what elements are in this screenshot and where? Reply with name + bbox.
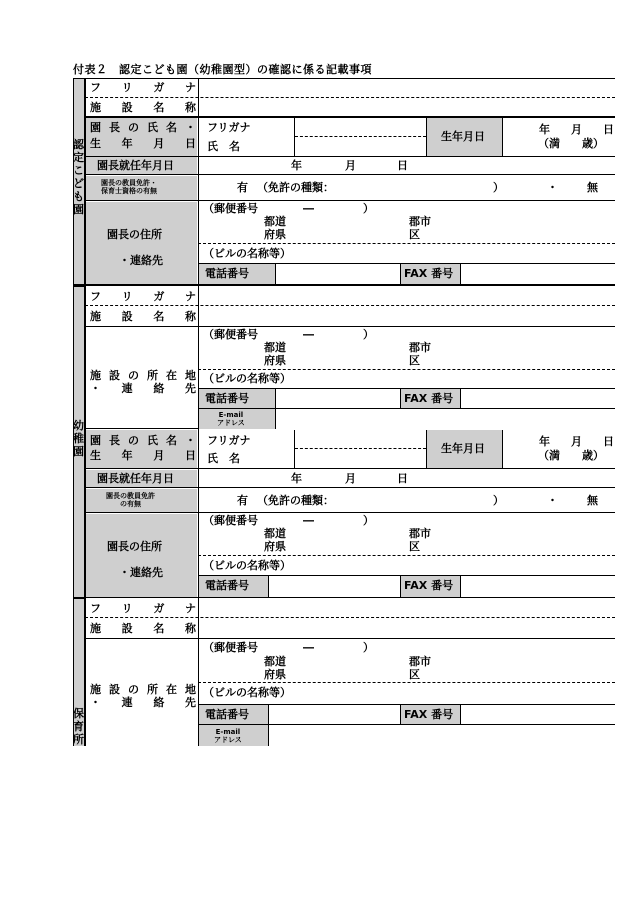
nintei-appointed-label: 園長就任年月日: [97, 159, 174, 172]
hoikusho-furigana-label: フ リ ガ ナ: [90, 602, 196, 615]
hoikusho-fax-label: FAX 番号: [404, 708, 454, 721]
yochien-tel-label: 電話番号: [205, 392, 249, 405]
yochien-furigana-label: フ リ ガ ナ: [90, 290, 196, 303]
hoikusho-location-label: 施 設 の 所 在 地: [90, 683, 196, 696]
nintei-fax-label: FAX 番号: [404, 267, 454, 280]
yochien-appointed-label: 園長就任年月日: [97, 472, 174, 485]
yochien-fax-label: FAX 番号: [404, 392, 454, 405]
nintei-age: （満 歳）: [538, 137, 604, 150]
hoikusho-email-label: E-mail アドレス: [214, 728, 242, 744]
nintei-birthdate-label: 生年月日: [441, 130, 485, 143]
nintei-facility-name-label: 施 設 名 称: [90, 101, 196, 114]
hoikusho-tel-label: 電話番号: [205, 708, 249, 721]
yochien-facility-name-label: 施 設 名 称: [90, 310, 196, 323]
nintei-furigana-small: フリガナ: [207, 121, 251, 134]
yochien-location-label: 施 設 の 所 在 地: [90, 369, 196, 382]
nintei-shimei: 氏 名: [207, 140, 240, 153]
nintei-director-name-label: 園 長 の 氏 名 ・: [90, 121, 196, 134]
yochien-director-tel-label: 電話番号: [205, 579, 249, 592]
nintei-tel-label: 電話番号: [205, 267, 249, 280]
section-label-nintei: 認定こども園: [73, 138, 84, 216]
nintei-furigana-label: フ リ ガ ナ: [90, 81, 196, 94]
section-label-yochien: 幼稚園: [73, 419, 84, 458]
yochien-director-birth-label: 生 年 月 日: [90, 449, 196, 462]
nintei-director-address-label: 園長の住所: [107, 228, 162, 241]
application-form: 認定こども園 幼稚園 保育所 フ リ ガ ナ 施 設 名 称 園 長 の 氏 名 ・ 生 年 月 日 フリガナ 氏 名 生年月日 年 月 日 （満 歳） 園長就任年月日 年 月 日 園長の教員免許・ 保育士資格の有無 有 （免許の種類： ） ・ 無 園長の住所 ・連絡先 （郵便番号 ― ） 都道 府県 郡市 区 （ビルの名称等） 電話番号 FAX 番号 フ リ ガ ナ 施 設 名 称 （郵便番号 ― ） 都道 府県 郡市 区 （ビルの名称等） 電話番号 FAX 番号 E-mail アドレス 施 設 の 所 在 地 ・ 連 絡 先 園 長 の 氏 名 ・ 生 年 月 日 フリガナ 氏 名 生年月日 年 月 日 （満 歳） 園長就任年月日 年 月 日 園長の教員免許 の有無 有 （免許の種類： ） ・ 無 園長の住所 ・連絡先 （郵便番号 ― ） 都道 府県 郡市 区 （ビルの名称等） 電話番号 FAX 番号 フ リ ガ ナ 施 設 名 称 （郵便番号 ― ） 都道 府県 郡市 区 （ビルの名称等） 電話番号 FAX 番号 E-mail アドレス 施 設 の 所 在 地 ・ 連 絡 先: [73, 78, 615, 746]
yochien-email-label: E-mail アドレス: [217, 411, 245, 427]
hoikusho-facility-name-label: 施 設 名 称: [90, 622, 196, 635]
nintei-license-label: 園長の教員免許・ 保育士資格の有無: [101, 179, 157, 195]
nintei-director-birth-label: 生 年 月 日: [90, 137, 196, 150]
yochien-director-name-label: 園 長 の 氏 名 ・: [90, 434, 196, 447]
page-title: 付表２ 認定こども園（幼稚園型）の確認に係る記載事項: [73, 63, 372, 76]
yochien-director-fax-label: FAX 番号: [404, 579, 454, 592]
yochien-license-label: 園長の教員免許 の有無: [106, 492, 155, 508]
yochien-director-address-label: 園長の住所: [107, 540, 162, 553]
section-label-hoikusho: 保育所: [73, 707, 84, 746]
